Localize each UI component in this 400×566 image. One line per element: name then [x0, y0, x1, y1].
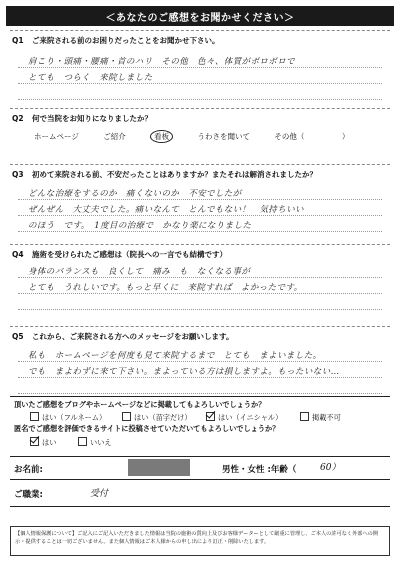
name-label: お名前: [14, 465, 43, 475]
answer-line [18, 215, 382, 216]
name-row [10, 456, 390, 480]
sheet-title-bar [6, 6, 394, 26]
answer-line [18, 309, 382, 310]
checkbox-box-checked[interactable] [206, 412, 215, 421]
answer-4-line-2: とても うれしいです。もっと早くに 来院すれば よかったです。 [28, 283, 303, 293]
consent-review-question: 匿名でご感想を評価できるサイトに投稿させていただいてもよろしいでしょうか？ [14, 424, 280, 433]
answer-line [18, 83, 382, 84]
checkbox-box[interactable] [300, 412, 309, 421]
source-options [34, 131, 371, 142]
checkbox-box-checked[interactable] [30, 437, 39, 446]
answer-5-line-2: でも まよわずに来て下さい。まよっている方は損しますよ。もったいない… [28, 367, 340, 377]
occupation-label: ご職業: [14, 490, 43, 500]
consent-blog-question: 頂いたご感想をブログやホームページなどに掲載してもよろしいでしょうか？ [14, 400, 266, 409]
question-1 [10, 30, 390, 103]
answer-line [18, 293, 382, 294]
answer-3-line-3: のほう です。 1度目の治療で かなり楽になりました [28, 221, 252, 231]
question-2 [10, 108, 390, 161]
consent-section [10, 396, 390, 453]
checkbox-box[interactable] [30, 412, 39, 421]
privacy-notice-text: 【個人情報保護について】ご記入にご記入いただきました情報は当院の施術の質向上及びお客様データーとして厳重に管理し、ご本人の許可なく外部への開示・提供することは一切ございません。また個人情報はご本人様からの申し出により訂正・削除いたします。 [15, 531, 379, 545]
answer-3-line-1: どんな治療をするのか 痛くないのか 不安でしたが [28, 189, 242, 199]
checkbox-fullname[interactable]: はい（フルネーム） [30, 412, 106, 423]
option-homepage[interactable]: ホームページ [34, 132, 79, 141]
feedback-sheet [6, 6, 394, 560]
answer-line [18, 277, 382, 278]
answer-1-line-1: 肩こり・頭痛・腰痛・首のハリ その他 色々、体質がボロボロで [28, 57, 296, 67]
checkbox-box[interactable] [122, 412, 131, 421]
occupation-row [10, 482, 390, 507]
checkbox-box[interactable] [78, 437, 87, 446]
redacted-name [128, 459, 190, 476]
checkbox-initials[interactable]: はい（イニシャル） [206, 412, 282, 423]
answer-line [18, 199, 382, 200]
answer-5-line-1: 私も ホームページを何度も見て来院するまで とても まよいました。 [28, 351, 322, 361]
answer-line [18, 99, 382, 100]
question-3 [10, 164, 390, 241]
question-4-label: Q4 施術を受けられたご感想は（院長への一言でも結構です） [12, 250, 227, 259]
answer-line [18, 361, 382, 362]
question-5 [10, 326, 390, 395]
question-4 [10, 244, 390, 323]
option-word-of-mouth[interactable]: うわさを聞いて [197, 132, 251, 141]
sheet-title: ＜あなたのご感想をお聞かせください＞ [105, 13, 295, 24]
checkbox-yes[interactable]: はい [30, 437, 56, 448]
answer-line [18, 231, 382, 232]
option-signboard-selected[interactable]: 看板 [150, 130, 173, 143]
option-other[interactable]: その他（ ） [274, 132, 350, 141]
checkbox-no[interactable]: いいえ [78, 437, 112, 448]
occupation-value: 受付 [90, 489, 109, 499]
age-value: 60） [320, 463, 341, 473]
gender-age-label: 男性・女性 :年齢（ [222, 465, 297, 475]
question-3-label: Q3 初めて来院される前、不安だったことはありますか？またそれは解消されましたか？ [12, 170, 317, 179]
question-5-label: Q5 これから、ご来院される方へのメッセージをお願いします。 [12, 332, 234, 341]
answer-1-line-2: とても つらく 来院しました [28, 73, 153, 83]
answer-line [18, 377, 382, 378]
answer-line [18, 67, 382, 68]
answer-line [18, 393, 382, 394]
answer-4-line-1: 身体のバランスも 良くして 痛み も なくなる事が [28, 267, 251, 277]
answer-3-line-2: ぜんぜん 大丈夫でした。痛いなんて とんでもない！ 気持ちいい [28, 205, 304, 215]
checkbox-surname-only[interactable]: はい（苗字だけ） [122, 412, 192, 423]
question-1-label: Q1 ご来院される前のお困りだったことをお聞かせ下さい。 [12, 36, 220, 45]
checkbox-no-publish[interactable]: 掲載不可 [300, 412, 341, 423]
question-2-label: Q2 何で当院をお知りになりましたか？ [12, 114, 152, 123]
privacy-notice [10, 526, 390, 556]
option-referral[interactable]: ご紹介 [103, 132, 126, 141]
